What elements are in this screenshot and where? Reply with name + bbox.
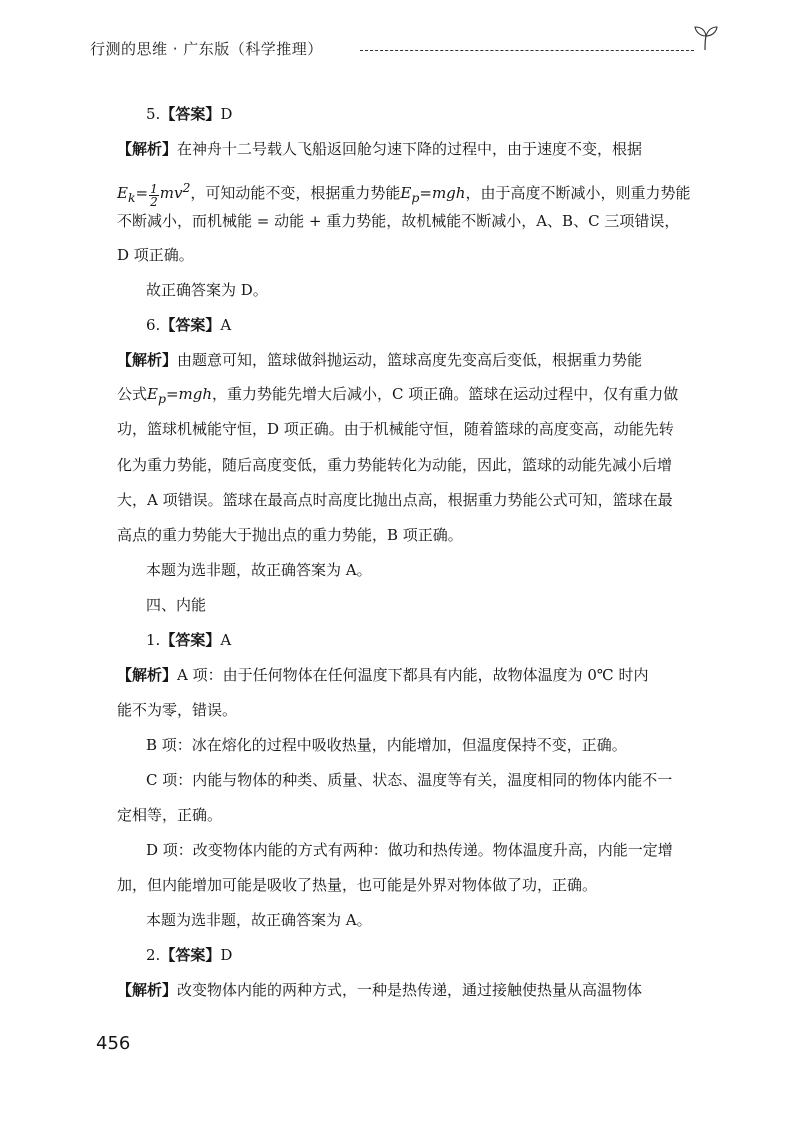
- answer-value: D: [220, 105, 233, 123]
- answer-tag: 【答案】: [160, 631, 221, 649]
- analysis-tag: 【解析】: [117, 140, 178, 158]
- analysis-line: 加，但内能增加可能是吸收了热量，也可能是外界对物体做了功，正确。: [117, 876, 598, 894]
- formula-ep: $E_p=mgh$: [400, 184, 466, 205]
- analysis-line: $E_k=$ $\frac{1}{2}$ $mv^2$，可知动能不变，根据重力势能$E_p=mgh$，由于高度不断减小，则重力势能: [117, 180, 691, 209]
- section-heading: 四、内能: [146, 596, 207, 614]
- analysis-tag: 【解析】: [117, 351, 178, 369]
- answer-value: A: [220, 316, 232, 334]
- question-number: 6.: [146, 316, 161, 334]
- conclusion-line: 本题为选非题，故正确答案为 A。: [146, 911, 372, 929]
- analysis-line: 【解析】A 项：由于任何物体在任何温度下都具有内能，故物体温度为 0℃ 时内: [117, 666, 649, 684]
- analysis-line: 能不为零，错误。: [117, 701, 238, 719]
- analysis-line: 功，篮球机械能守恒，D 项正确。由于机械能守恒，随着篮球的高度变高，动能先转: [117, 420, 674, 438]
- conclusion-line: 故正确答案为 D。: [146, 281, 268, 299]
- conclusion-line: 本题为选非题，故正确答案为 A。: [146, 561, 372, 579]
- analysis-line: 【解析】由题意可知，篮球做斜抛运动，篮球高度先变高后变低，根据重力势能: [117, 351, 643, 369]
- question-number: 2.: [146, 946, 161, 964]
- analysis-line: C 项：内能与物体的种类、质量、状态、温度等有关，温度相同的物体内能不一: [146, 771, 673, 789]
- answer-value: D: [220, 946, 233, 964]
- page-number: 456: [96, 1033, 131, 1054]
- answer-value: A: [220, 631, 232, 649]
- answer-tag: 【答案】: [160, 316, 221, 334]
- question-number: 5.: [146, 105, 161, 123]
- analysis-line: 公式$E_p=mgh$，重力势能先增大后减小，C 项正确。篮球在运动过程中，仅有重力做: [117, 385, 679, 406]
- answer-tag: 【答案】: [160, 105, 221, 123]
- analysis-line: 高点的重力势能大于抛出点的重力势能，B 项正确。: [117, 526, 463, 544]
- analysis-line: D 项正确。: [117, 246, 194, 264]
- sprout-icon: [690, 22, 720, 52]
- formula-ep: $E_p=mgh$: [147, 385, 213, 406]
- answer-line-1: [146, 630, 231, 650]
- analysis-line: B 项：冰在熔化的过程中吸收热量，内能增加，但温度保持不变，正确。: [146, 736, 627, 754]
- fraction-one-half: $\frac{1}{2}$: [150, 182, 158, 209]
- answer-line-5: [146, 104, 232, 124]
- running-header: [90, 36, 720, 66]
- analysis-line: D 项：改变物体内能的方式有两种：做功和热传递。物体温度升高，内能一定增: [146, 841, 673, 859]
- analysis-line: 不断减小，而机械能 = 动能 + 重力势能，故机械能不断减小，A、B、C 三项错误，: [117, 212, 680, 230]
- analysis-line: 【解析】改变物体内能的两种方式，一种是热传递，通过接触使热量从高温物体: [117, 981, 643, 999]
- analysis-line: 化为重力势能，随后高度变低，重力势能转化为动能，因此，篮球的动能先减小后增: [117, 456, 673, 474]
- answer-tag: 【答案】: [160, 946, 221, 964]
- header-divider: [360, 50, 694, 51]
- analysis-tag: 【解析】: [117, 666, 178, 684]
- header-title: 行测的思维 · 广东版（科学推理）: [90, 38, 329, 59]
- analysis-line: 大，A 项错误。篮球在最高点时高度比抛出点高，根据重力势能公式可知，篮球在最: [117, 491, 673, 509]
- analysis-line: 【解析】在神舟十二号载人飞船返回舱匀速下降的过程中，由于速度不变，根据: [117, 140, 643, 158]
- answer-line-2: [146, 945, 232, 965]
- analysis-tag: 【解析】: [117, 981, 178, 999]
- question-number: 1.: [146, 631, 161, 649]
- answer-line-6: [146, 315, 231, 335]
- analysis-line: 定相等，正确。: [117, 806, 223, 824]
- formula-ek: $E_k=$ $\frac{1}{2}$ $mv^2$: [117, 180, 191, 209]
